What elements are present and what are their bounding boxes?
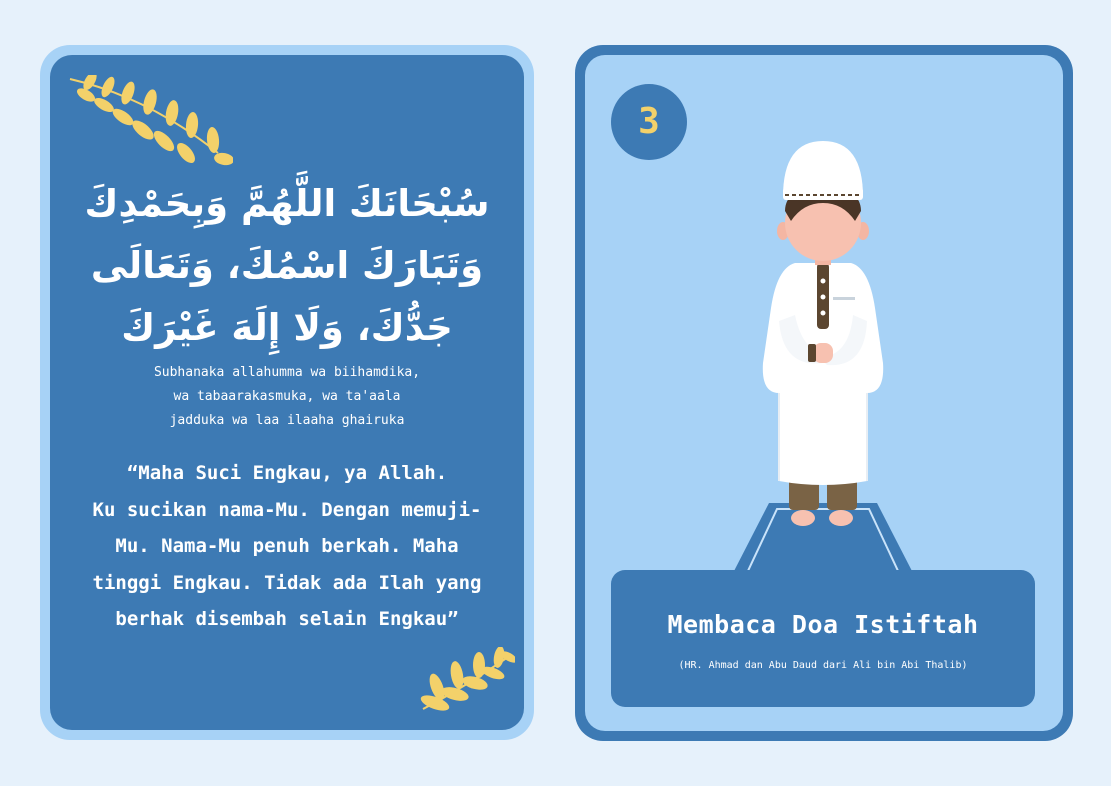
dua-text-card	[40, 45, 534, 740]
prayer-step-card	[575, 45, 1073, 741]
hadith-reference: (HR. Ahmad dan Abu Daud dari Ali bin Abi Thalib)	[678, 660, 968, 671]
prayer-step-card-inner	[585, 55, 1063, 731]
transliteration-line: wa tabaarakasmuka, wa ta'aala	[173, 389, 401, 404]
transliteration-line: Subhanaka allahumma wa biihamdika,	[153, 365, 421, 380]
translation-line: “Maha Suci Engkau, ya Allah.	[126, 462, 448, 484]
praying-boy-illustration	[723, 93, 923, 573]
translation-line: Mu. Nama-Mu penuh berkah. Maha	[115, 535, 459, 557]
dua-text-card-inner	[50, 55, 524, 730]
translation-line: Ku sucikan nama-Mu. Dengan memuji-	[92, 498, 482, 521]
step-title: Membaca Doa Istiftah	[667, 610, 979, 639]
leaf-branch-icon	[415, 647, 515, 717]
transliteration	[50, 361, 524, 433]
translation-line: berhak disembah selain Engkau”	[115, 608, 459, 630]
transliteration-line: jadduka wa laa ilaaha ghairuka	[169, 413, 405, 428]
prayer-mat	[733, 503, 913, 573]
step-title-panel	[611, 570, 1035, 707]
translation-line: tinggi Engkau. Tidak ada Ilah yang	[92, 571, 482, 594]
arabic-dua	[50, 173, 524, 359]
arabic-line: وَتَبَارَكَ اسْمُكَ، وَتَعَالَى	[90, 244, 484, 287]
arabic-line: سُبْحَانَكَ اللَّهُمَّ وَبِحَمْدِكَ	[84, 182, 490, 225]
translation	[50, 455, 524, 638]
arabic-line: جَدُّكَ، وَلَا إِلَهَ غَيْرَكَ	[121, 306, 453, 349]
step-number-badge: 3	[611, 84, 687, 160]
leaf-branch-icon	[68, 75, 233, 170]
